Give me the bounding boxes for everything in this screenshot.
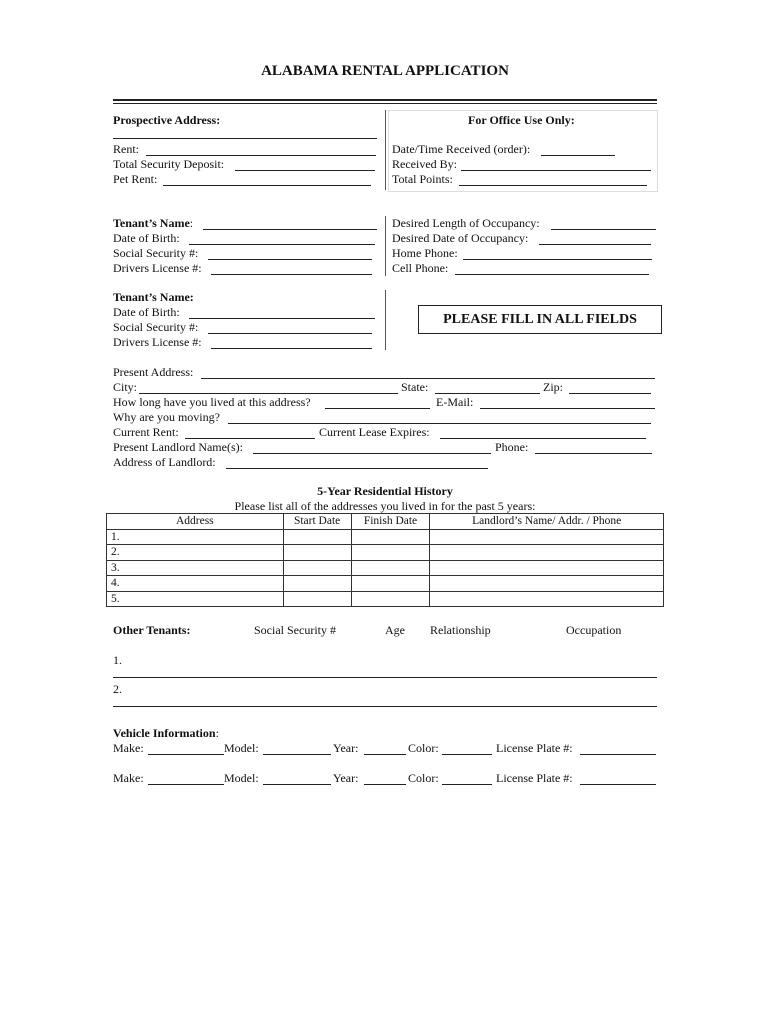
vehicle2-color-label: Color: (408, 771, 439, 785)
history-instructions: Please list all of the addresses you lived in for the past 5 years: (234, 499, 536, 513)
present-address-label: Present Address: (113, 365, 194, 379)
divider-vertical-1 (385, 110, 386, 190)
vehicle-heading (113, 726, 219, 741)
vehicle1-color-label: Color: (408, 741, 439, 755)
total-points-field[interactable] (459, 185, 647, 186)
tenant1-heading-text: Tenant’s Name (113, 216, 190, 230)
email-field[interactable] (480, 408, 655, 409)
history-header-row (107, 514, 664, 530)
other-tenant-1-number: 1. (113, 653, 122, 667)
table-cell[interactable] (430, 591, 664, 607)
landlord-names-label: Present Landlord Name(s): (113, 440, 243, 454)
tenant1-heading-colon: : (189, 216, 194, 230)
vehicle2-plate-label: License Plate #: (496, 771, 573, 785)
table-cell[interactable] (351, 560, 430, 576)
table-cell[interactable] (283, 591, 351, 607)
city-field[interactable] (139, 393, 398, 394)
table-row[interactable] (107, 591, 664, 607)
vehicle1-color-field[interactable] (442, 754, 492, 755)
lease-expires-label: Current Lease Expires: (319, 425, 430, 439)
other-tenant-2-field[interactable] (113, 706, 657, 707)
occupancy-date-field[interactable] (539, 244, 651, 245)
title-rule-top (113, 99, 657, 101)
vehicle2-color-field[interactable] (442, 784, 492, 785)
row-number: 2. (107, 545, 284, 561)
divider-vertical-2 (385, 216, 386, 276)
table-cell[interactable] (283, 545, 351, 561)
tenant1-heading (113, 216, 193, 231)
table-cell[interactable] (430, 545, 664, 561)
vehicle2-make-label: Make: (113, 771, 144, 785)
tenant2-ssn-label: Social Security #: (113, 320, 199, 334)
pet-rent-field[interactable] (163, 185, 371, 186)
table-row[interactable] (107, 576, 664, 592)
history-col-address: Address (107, 514, 284, 530)
other-tenants-heading: Other Tenants: (113, 623, 191, 637)
table-row[interactable] (107, 560, 664, 576)
history-col-finish-date: Finish Date (351, 514, 430, 530)
table-cell[interactable] (283, 576, 351, 592)
home-phone-field[interactable] (463, 259, 652, 260)
vehicle1-make-label: Make: (113, 741, 144, 755)
prospective-address-heading: Prospective Address: (113, 113, 221, 127)
table-cell[interactable] (351, 545, 430, 561)
why-moving-label: Why are you moving? (113, 410, 220, 424)
vehicle1-model-label: Model: (224, 741, 259, 755)
other-tenants-col-ssn: Social Security # (254, 623, 336, 637)
vehicle2-year-label: Year: (333, 771, 359, 785)
current-rent-label: Current Rent: (113, 425, 179, 439)
received-by-label: Received By: (392, 157, 457, 171)
row-number: 1. (107, 529, 284, 545)
other-tenants-col-relationship: Relationship (430, 623, 491, 637)
landlord-phone-field[interactable] (535, 453, 652, 454)
prospective-address-field[interactable] (113, 138, 377, 139)
landlord-address-label: Address of Landlord: (113, 455, 216, 469)
tenant1-ssn-field[interactable] (208, 259, 372, 260)
vehicle2-model-label: Model: (224, 771, 259, 785)
tenant1-dob-label: Date of Birth: (113, 231, 180, 245)
how-long-field[interactable] (325, 408, 430, 409)
row-number: 5. (107, 591, 284, 607)
divider-vertical-3 (385, 290, 386, 350)
tenant1-ssn-label: Social Security #: (113, 246, 199, 260)
vehicle2-plate-field[interactable] (580, 784, 656, 785)
cell-phone-label: Cell Phone: (392, 261, 449, 275)
table-row[interactable] (107, 545, 664, 561)
vehicle1-plate-field[interactable] (580, 754, 656, 755)
total-points-label: Total Points: (392, 172, 453, 186)
state-field[interactable] (435, 393, 540, 394)
why-moving-field[interactable] (228, 423, 651, 424)
table-cell[interactable] (351, 576, 430, 592)
tenant1-name-field[interactable] (203, 229, 377, 230)
date-received-field[interactable] (541, 155, 615, 156)
vehicle1-year-label: Year: (333, 741, 359, 755)
vehicle2-make-field[interactable] (148, 784, 224, 785)
tenant2-dob-label: Date of Birth: (113, 305, 180, 319)
fill-all-fields-notice: PLEASE FILL IN ALL FIELDS (418, 305, 662, 334)
table-cell[interactable] (430, 576, 664, 592)
vehicle2-model-field[interactable] (263, 784, 331, 785)
table-cell[interactable] (430, 560, 664, 576)
other-tenant-1-field[interactable] (113, 677, 657, 678)
security-deposit-label: Total Security Deposit: (113, 157, 225, 171)
how-long-label: How long have you lived at this address? (113, 395, 311, 409)
vehicle1-plate-label: License Plate #: (496, 741, 573, 755)
vehicle1-model-field[interactable] (263, 754, 331, 755)
tenant2-license-field[interactable] (211, 348, 372, 349)
date-received-label: Date/Time Received (order): (392, 142, 531, 156)
tenant1-license-field[interactable] (211, 274, 372, 275)
home-phone-label: Home Phone: (392, 246, 458, 260)
vehicle1-make-field[interactable] (148, 754, 224, 755)
email-label: E-Mail: (436, 395, 474, 409)
landlord-address-field[interactable] (226, 468, 488, 469)
rent-field[interactable] (146, 155, 376, 156)
office-use-heading: For Office Use Only: (468, 113, 575, 127)
occupancy-length-label: Desired Length of Occupancy: (392, 216, 540, 230)
history-table (106, 513, 664, 607)
occupancy-length-field[interactable] (551, 229, 656, 230)
history-heading: 5-Year Residential History (317, 484, 453, 498)
table-cell[interactable] (283, 560, 351, 576)
tenant2-ssn-field[interactable] (208, 333, 372, 334)
pet-rent-label: Pet Rent: (113, 172, 158, 186)
history-col-start-date: Start Date (283, 514, 351, 530)
tenant2-heading: Tenant’s Name: (113, 290, 194, 304)
row-number: 4. (107, 576, 284, 592)
tenant2-license-label: Drivers License #: (113, 335, 202, 349)
vehicle2-year-field[interactable] (364, 784, 406, 785)
table-cell[interactable] (351, 591, 430, 607)
security-deposit-field[interactable] (235, 170, 375, 171)
table-cell[interactable] (351, 529, 430, 545)
tenant1-license-label: Drivers License #: (113, 261, 202, 275)
vehicle1-year-field[interactable] (364, 754, 406, 755)
lease-expires-field[interactable] (440, 438, 646, 439)
title-rule-bottom (113, 103, 657, 104)
other-tenant-2-number: 2. (113, 682, 122, 696)
table-cell[interactable] (283, 529, 351, 545)
tenant1-dob-field[interactable] (189, 244, 375, 245)
cell-phone-field[interactable] (455, 274, 649, 275)
table-row[interactable] (107, 529, 664, 545)
city-label: City: (113, 380, 138, 394)
zip-label: Zip: (543, 380, 563, 394)
table-cell[interactable] (430, 529, 664, 545)
other-tenants-col-occupation: Occupation (566, 623, 622, 637)
occupancy-date-label: Desired Date of Occupancy: (392, 231, 529, 245)
state-label: State: (401, 380, 429, 394)
landlord-names-field[interactable] (253, 453, 491, 454)
tenant2-dob-field[interactable] (189, 318, 375, 319)
zip-field[interactable] (569, 393, 651, 394)
received-by-field[interactable] (461, 170, 651, 171)
history-col-landlord: Landlord’s Name/ Addr. / Phone (430, 514, 664, 530)
vehicle-heading-colon: : (215, 726, 219, 740)
other-tenants-col-age: Age (385, 623, 405, 637)
current-rent-field[interactable] (185, 438, 315, 439)
landlord-phone-label: Phone: (495, 440, 529, 454)
rent-label: Rent: (113, 142, 139, 156)
page-title: ALABAMA RENTAL APPLICATION (261, 63, 509, 79)
present-address-field[interactable] (201, 378, 655, 379)
row-number: 3. (107, 560, 284, 576)
vehicle-heading-text: Vehicle Information (113, 726, 216, 740)
